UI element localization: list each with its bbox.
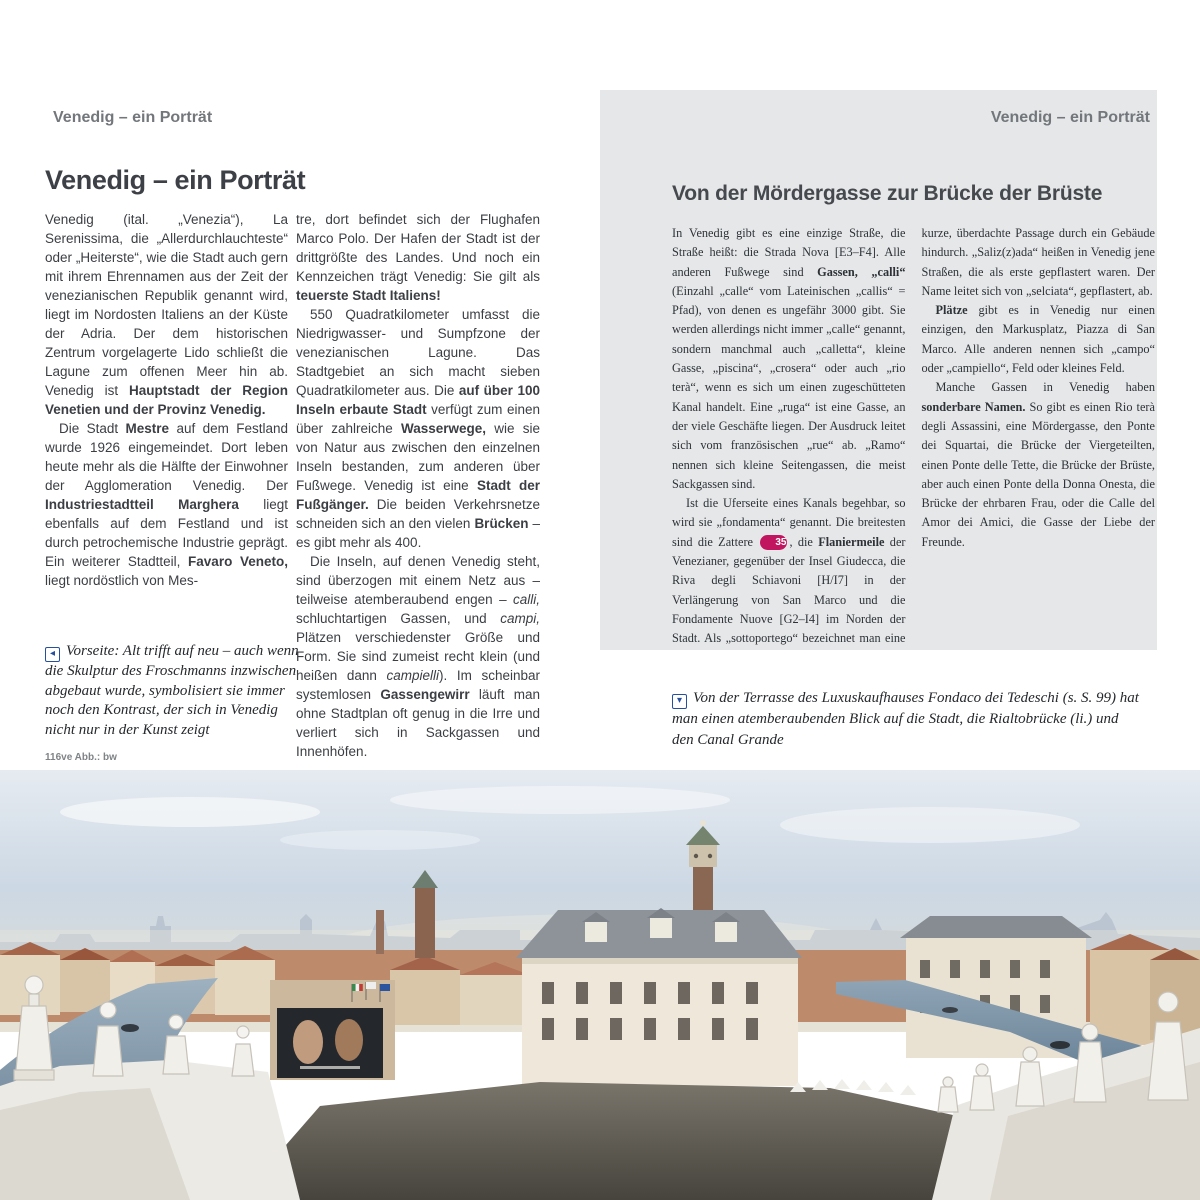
left-column-1 — [45, 210, 288, 590]
caption-text: Vorseite: Alt trifft auf neu – auch wenn die Skulptur des Froschmanns inzwischen abgebaut wurde, symbolisiert sie immer noch den Kontrast, der sich in Venedig nicht nur in der Kunst zeigt — [45, 643, 299, 738]
billboard-and-flags — [270, 980, 395, 1080]
paragraph: tre, dort befindet sich der Flughafen Marco Polo. Der Hafen der Stadt ist der drittgrößte des Landes. Und noch ein Kennzeichen trägt Venedig: Sie gilt als teuerste Stadt Italiens! — [296, 212, 540, 303]
caption-text: Von der Terrasse des Luxuskaufhauses Fondaco dei Tedeschi (s. S. 99) hat man einen atemberaubenden Blick auf die Stadt, die Rialtobrücke (li.) und den Canal Grande — [672, 690, 1139, 748]
paragraph: Die Inseln, auf denen Venedig steht, sind überzogen mit einem Netz aus – teilweise atemberaubend engen – calli, schluchtartigen Gassen, und campi, Plätzen verschiedenster Größe und Form. Sie sind zumeist recht klein (und heißen dann campielli). Im scheinbar systemlosen Gassengewirr läuft man ohne Stadtplan oft genug in die Irre und verliert sich in Sackgassen und Innenhöfen. — [296, 554, 540, 759]
paragraph: 550 Quadratkilometer umfasst die Niedrigwasser- und Sumpfzone der venezianischen Lagune. Das Stadtgebiet an sich macht sieben Quadratkilometer aus. Die auf über 100 Inseln erbaute Stadt verfügt zum einen über zahlreiche Wasserwege, wie sie von Natur aus zwischen den einzelnen Inseln bestanden, zum anderen über Fußwege. Venedig ist eine Stadt der Fußgänger. Die beiden Verkehrsnetze schneiden sich an den vielen Brücken – es gibt mehr als 400. — [296, 307, 540, 550]
running-header-left: Venedig – ein Porträt — [53, 109, 213, 126]
feature-heading: Von der Mördergasse zur Brücke der Brüste — [672, 182, 1103, 205]
central-palazzo — [516, 908, 802, 1086]
paragraph: Ist die Uferseite eines Kanals begehbar, so wird sie „fondamenta“ genannt. Die breitesten sind die Zattere 35 , die Flaniermeile der Venezianer, gegenüber der Insel Giudecca, die Riva degli Schiavoni [H/I7] in der Verlängerung von San Marco und die Fondamente Nuove [G2–I4] im Norden der Stadt. Als „sottoportego“ bezeichnet man eine kurze, überdachte Passage durch ein Gebäude hindurch. „Saliz(z)ada“ heißen in Venedig jene Straßen, die als erste gepflastert waren. Der Name leitet sich von „selciata“, gepflastert, ab. — [672, 226, 1155, 646]
prev-page-icon: ◂ — [45, 647, 60, 662]
photo-credit: 116ve Abb.: bw — [45, 752, 117, 763]
page-number-right: 109 — [1162, 114, 1189, 131]
paragraph: Manche Gassen in Venedig haben sonderbare Namen. So gibt es einen Rio terà degli Assassini, eine Mördergasse, den Ponte dei Squartai, die Brücke der Viergeteilten, einen Ponte delle Tette, die Brücke der Brüste, aber auch einen Ponte della Donna Onesta, die Brücke der ehrbaren Frau, oder die Calle del Amor dei Amici, die Gasse der Liebe der Freunde. — [921, 380, 1155, 549]
paragraph: Venedig (ital. „Venezia“), La Serenissima, die „Allerdurchlauchteste“ oder „Heiterste“, wie die Stadt auch gern mit ihrem Ehrennamen aus der Zeit der venezianischen Republik genannt wird, liegt im Nordosten Italiens an der Küste der Adria. Der dem historischen Zentrum vorgelagerte Lido schließt die Lagune zum offenen Meer hin ab. Venedig ist Hauptstadt der Region Venetien und der Provinz Venedig. — [45, 212, 288, 417]
paragraph: In Venedig gibt es eine einzige Straße, die Straße heißt: die Strada Nova [E3–F4]. Alle anderen Fußwege sind Gassen, „calli“ (Einzahl „calle“ vom Lateinischen „callis“ = Pfad), von denen es ungefähr 3000 gibt. Sie werden allerdings nicht immer „calle“ genannt, sondern manchmal auch „calletta“, kleine Gasse, „piscina“, „crosera“ oder auch „rio terà“, wenn es sich um einen zugeschütteten Kanal handelt. Eine „ruga“ ist eine Gasse, an der viele Geschäfte liegen. Der Ausdruck leitet sich vom französischen „rue“ ab. „Ramo“ nennen sich kleine Seitengassen, die meist Sackgassen sind. — [672, 226, 906, 491]
venice-panorama-photo — [0, 770, 1200, 1200]
foreground-roofs-shadow — [238, 1079, 1030, 1200]
page-title: Venedig – ein Porträt — [45, 165, 306, 195]
photo-caption-below — [672, 688, 1142, 751]
paragraph: Die Stadt Mestre auf dem Festland wurde 1926 eingemeindet. Dort leben heute mehr als die Hälfte der Einwohner der Agglomeration Venedig. Der Industriestadtteil Marghera liegt ebenfalls auf dem Festland und ist durch petrochemische Industrie geprägt. Ein weiterer Stadtteil, Favaro Veneto, liegt nordöstlich von Mes- — [45, 421, 288, 588]
photo-below-icon: ▾ — [672, 694, 687, 709]
photo-caption-previous-page — [45, 642, 307, 740]
page-number-left: 108 — [11, 114, 38, 131]
paragraph: Plätze gibt es in Venedig nur einen einzigen, den Markusplatz, Piazza di San Marco. Alle anderen nennen sich „campo“ oder „campiello“, Feld oder kleines Feld. — [921, 303, 1155, 376]
running-header-right: Venedig – ein Porträt — [990, 109, 1150, 126]
feature-body-columns — [672, 224, 1155, 650]
left-column-2 — [296, 210, 540, 761]
